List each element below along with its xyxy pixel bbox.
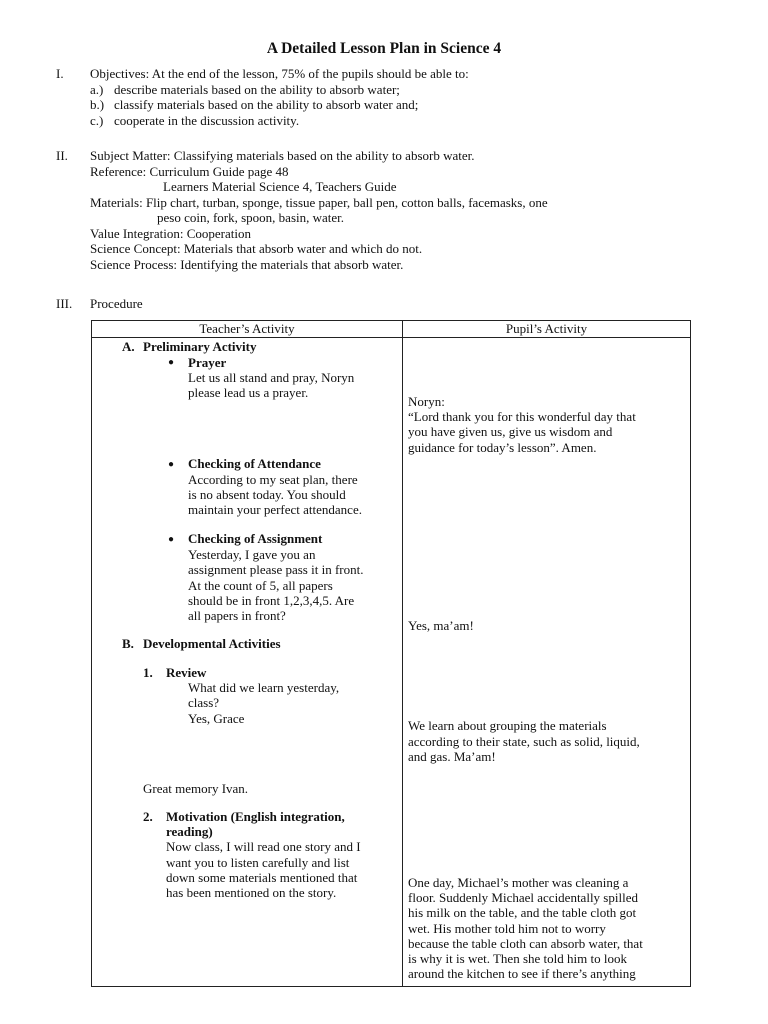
materials: Materials: Flip chart, turban, sponge, tissue paper, ball pen, cotton balls, facemasks, one (90, 194, 548, 210)
teacher-activity-cell (92, 338, 403, 987)
attendance-line: maintain your perfect attendance. (188, 502, 362, 517)
pupil-activity-header: Pupil’s Activity (403, 321, 691, 338)
pupil-response-line: “Lord thank you for this wonderful day that (408, 409, 636, 424)
motivation-title: reading) (166, 824, 213, 839)
pupil-response-line: One day, Michael’s mother was cleaning a (408, 875, 629, 890)
assignment-line: At the count of 5, all papers (188, 578, 333, 593)
teacher-activity-header: Teacher’s Activity (92, 321, 403, 338)
bullet-icon: ● (168, 459, 175, 470)
assignment-title: Checking of Assignment (188, 531, 323, 546)
section-number: II. (56, 148, 68, 163)
motivation-line: has been mentioned on the story. (166, 885, 337, 900)
assignment-line: Yesterday, I gave you an (188, 547, 316, 562)
motivation-line: want you to listen carefully and list (166, 855, 350, 870)
section-a-label: A. (122, 339, 135, 354)
procedure-label: Procedure (90, 296, 143, 311)
motivation-title: Motivation (English integration, (166, 809, 345, 824)
procedure-table (91, 320, 691, 987)
pupil-activity-cell (403, 338, 691, 987)
review-title: Review (166, 665, 207, 680)
objective-item (90, 82, 690, 98)
pupil-response-line: is why it is wet. Then she told him to look (408, 951, 627, 966)
attendance-line: is no absent today. You should (188, 487, 346, 502)
objective-item (90, 113, 690, 129)
motivation-line: down some materials mentioned that (166, 870, 358, 885)
prayer-line: please lead us a prayer. (188, 385, 309, 400)
reference: Reference: Curriculum Guide page 48 (90, 163, 289, 179)
section-b-title: Developmental Activities (143, 636, 281, 651)
pupil-response-line: Noryn: (408, 394, 445, 409)
great-memory-text: Great memory Ivan. (143, 781, 249, 796)
section-b-label: B. (122, 636, 134, 651)
pupil-response-line: wet. His mother told him not to worry (408, 921, 606, 936)
page-title: A Detailed Lesson Plan in Science 4 (266, 40, 502, 57)
section-number: III. (56, 296, 73, 311)
table-header-row (92, 321, 691, 338)
pupil-response-line: guidance for today’s lesson”. Amen. (408, 440, 597, 455)
attendance-line: According to my seat plan, there (188, 472, 358, 487)
pupil-response-line: We learn about grouping the materials (408, 718, 607, 733)
review-number: 1. (143, 665, 153, 680)
objective-text: classify materials based on the ability to absorb water and; (114, 97, 419, 112)
motivation-line: Now class, I will read one story and I (166, 839, 361, 854)
prayer-line: Let us all stand and pray, Noryn (188, 370, 355, 385)
science-process: Science Process: Identifying the materials that absorb water. (90, 256, 404, 272)
assignment-line: assignment please pass it in front. (188, 562, 364, 577)
review-line: class? (188, 695, 220, 710)
prayer-title: Prayer (188, 355, 227, 370)
objective-label: c.) (90, 112, 104, 128)
materials-continued: peso coin, fork, spoon, basin, water. (157, 210, 345, 225)
objective-item (90, 97, 690, 113)
section-number: I. (56, 66, 64, 81)
bullet-icon: ● (168, 534, 175, 545)
objective-text: cooperate in the discussion activity. (114, 112, 300, 128)
review-line: Yes, Grace (188, 711, 245, 726)
pupil-response-line: you have given us, give us wisdom and (408, 424, 613, 439)
pupil-response-line: Yes, ma’am! (408, 618, 474, 633)
pupil-response-line: according to their state, such as solid, liquid, (408, 734, 640, 749)
reference-continued: Learners Material Science 4, Teachers Guide (163, 179, 397, 194)
value-integration: Value Integration: Cooperation (90, 225, 252, 241)
pupil-response-line: his milk on the table, and the table cloth got (408, 905, 637, 920)
pupil-response-line: because the table cloth can absorb water, that (408, 936, 643, 951)
section-a-title: Preliminary Activity (143, 339, 257, 354)
subject-matter: Subject Matter: Classifying materials based on the ability to absorb water. (90, 148, 475, 163)
pupil-response-line: floor. Suddenly Michael accidentally spilled (408, 890, 638, 905)
pupil-response-line: and gas. Ma’am! (408, 749, 496, 764)
assignment-line: all papers in front? (188, 608, 286, 623)
review-line: What did we learn yesterday, (188, 680, 340, 695)
motivation-number: 2. (143, 809, 153, 824)
pupil-response-line: around the kitchen to see if there’s anything (408, 966, 636, 981)
assignment-line: should be in front 1,2,3,4,5. Are (188, 593, 355, 608)
objective-label: a.) (90, 81, 104, 97)
objectives-intro: Objectives: At the end of the lesson, 75% of the pupils should be able to: (90, 66, 469, 81)
objective-label: b.) (90, 97, 105, 112)
bullet-icon: ● (168, 357, 175, 368)
table-row (92, 338, 691, 987)
attendance-title: Checking of Attendance (188, 456, 321, 471)
objective-text: describe materials based on the ability to absorb water; (114, 81, 400, 97)
science-concept: Science Concept: Materials that absorb water and which do not. (90, 241, 423, 256)
